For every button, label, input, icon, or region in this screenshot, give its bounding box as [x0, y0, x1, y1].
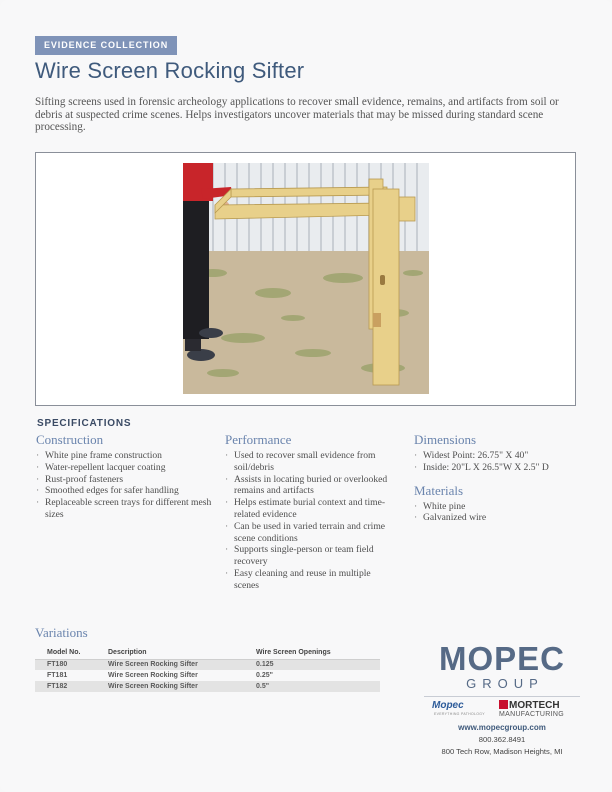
- product-title: Wire Screen Rocking Sifter: [35, 58, 305, 83]
- mortech-tagline: MANUFACTURING: [499, 711, 564, 718]
- opening-cell: 0.5": [256, 681, 380, 692]
- list-item: · Can be used in varied terrain and crime scene conditions: [225, 521, 390, 545]
- list-item: · Smoothed edges for safer handling: [36, 485, 216, 497]
- mopec-group-logo: [424, 640, 580, 691]
- description-cell: Wire Screen Rocking Sifter: [108, 659, 256, 670]
- materials-heading: Materials: [414, 482, 464, 498]
- specifications-heading: SPECIFICATIONS: [37, 418, 132, 429]
- mopec-logo: Mopec: [432, 700, 464, 711]
- column-header: Wire Screen Openings: [256, 646, 380, 659]
- list-item: · Helps estimate burial context and time-related evidence: [225, 497, 390, 521]
- table-row: [35, 681, 380, 692]
- list-item: · Widest Point: 26.75" X 40": [414, 450, 579, 462]
- performance-list: [225, 450, 390, 592]
- opening-cell: 0.125: [256, 659, 380, 670]
- variations-table: [35, 646, 380, 692]
- opening-cell: 0.25": [256, 672, 273, 679]
- dimensions-heading: Dimensions: [414, 432, 477, 447]
- mortech-logo: [499, 700, 560, 711]
- phone-number: 800.362.8491: [478, 735, 526, 744]
- list-item: · Water-repellent lacquer coating: [36, 462, 216, 474]
- list-item: · Assists in locating buried or overlooked remains and artifacts: [225, 474, 390, 498]
- dimensions-list: [414, 450, 579, 474]
- table-row: [35, 670, 380, 681]
- table-header-row: [35, 646, 380, 659]
- performance-section: [225, 432, 390, 592]
- list-item: · White pine frame construction: [36, 450, 216, 462]
- sifter-photo-illustration: [183, 163, 429, 394]
- description-cell: Wire Screen Rocking Sifter: [108, 681, 256, 692]
- variations-heading: Variations: [35, 625, 88, 640]
- product-photo: [183, 163, 429, 394]
- website-link[interactable]: www.mopecgroup.com: [458, 723, 546, 732]
- column-header: Model No.: [35, 646, 108, 659]
- description-cell: Wire Screen Rocking Sifter: [108, 672, 198, 679]
- list-item: · Rust-proof fasteners: [36, 474, 216, 486]
- mortech-name: MORTECH: [509, 700, 560, 711]
- product-description: Sifting screens used in forensic archeology applications to recover small evidence, remains, and artifacts from soil or debris at suspected crime scenes. Helps investigators uncover materials that may be missed during standard scene processing.: [35, 96, 559, 134]
- model-cell: FT182: [35, 681, 108, 692]
- product-photo-frame: [35, 152, 576, 406]
- construction-list: [36, 450, 216, 521]
- performance-heading: Performance: [225, 432, 292, 447]
- brand-name: MOPEC: [438, 640, 565, 677]
- contact-info: [420, 722, 584, 758]
- list-item: · Galvanized wire: [414, 512, 579, 524]
- list-item: · Supports single-person or team field recovery: [225, 544, 390, 568]
- dimensions-section: [414, 432, 579, 524]
- brand-group: GROUP: [466, 676, 544, 691]
- construction-heading: Construction: [36, 432, 104, 447]
- list-item: · White pine: [414, 501, 579, 513]
- table-row: [35, 659, 380, 670]
- column-header: Description: [108, 646, 256, 659]
- materials-list: [414, 501, 579, 525]
- model-cell: FT180: [35, 659, 108, 670]
- construction-section: [36, 432, 216, 521]
- category-badge: EVIDENCE COLLECTION: [35, 36, 177, 55]
- sub-brand-logos: [424, 696, 580, 718]
- address: 800 Tech Row, Madison Heights, MI: [441, 747, 563, 756]
- mortech-mark-icon: [499, 700, 508, 709]
- list-item: · Easy cleaning and reuse in multiple scenes: [225, 568, 390, 592]
- list-item: · Used to recover small evidence from soil/debris: [225, 450, 390, 474]
- mopec-tagline: EVERYTHING PATHOLOGY: [434, 712, 485, 716]
- model-cell: FT181: [47, 672, 68, 679]
- list-item: · Replaceable screen trays for different mesh sizes: [36, 497, 216, 521]
- list-item: · Inside: 20"L X 26.5"W X 2.5" D: [414, 462, 579, 474]
